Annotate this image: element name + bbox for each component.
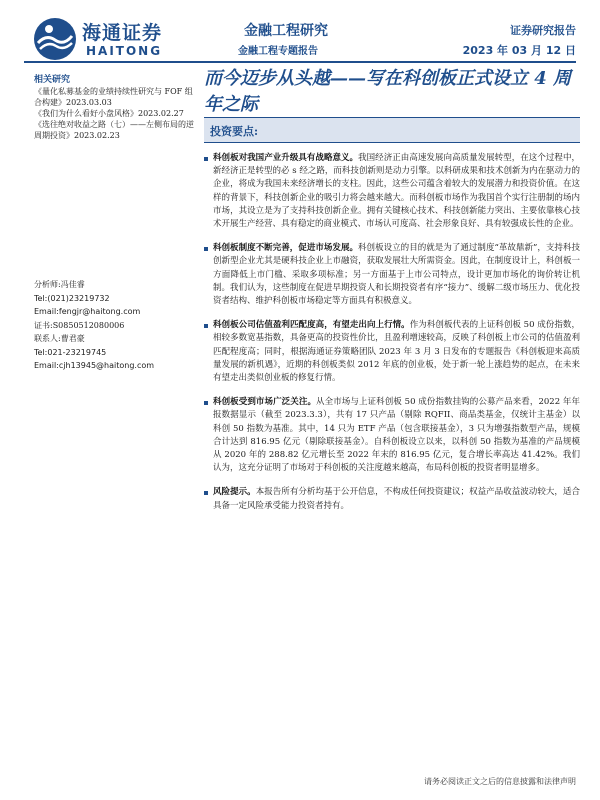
paragraph-body: 从全市场与上证科创板 50 成份指数挂钩的公募产品来看，2022 年年报数据显示（截至 2023.3.3），共有 17 只产品（剔除 RQFII、商品类基金，仅统计主基金）以科创 50 指数为基准。其中，14 只为 ETF 产品（包含联接基金），3 只为增强指数型产品，规模合计达到 816.95 亿元（剔除联接基金）。自科创板设立以来，以科创 50 指数为基准的产品规模从 2020 年的 288.82 亿元增长至 2022 年末的 816.95 亿元，复合增长率高达 41.42%。我们认为，这充分证明了市场对于科创板的关注度越来越高，布局科创板的投资者明显增多。 — [213, 397, 580, 474]
report-type: 证券研究报告 — [510, 24, 576, 37]
key-points-body — [204, 152, 580, 524]
paragraph-body: 科创板设立的目的就是为了通过制度“革故鼎新”，支持科技创新型企业尤其是硬科技企业上市融资，获取发展壮大所需资金。因此，在制度设计上，科创板一方面降低上市门槛、采取多项标准；另一方面基于上市公司特点，设计更加市场化的询价转让机制。我们认为，这些制度在促进早期投资人和长期投资者有序“接力”、缓解二级市场压力、优化投资者结构、维护科创板市场稳定等方面具有积极意义。 — [213, 243, 580, 307]
bullet-square-icon — [204, 324, 208, 328]
haitong-wave-logo-icon — [32, 16, 78, 62]
key-point-paragraph — [204, 242, 580, 308]
analyst-name: 分析师:冯佳睿 — [34, 280, 85, 289]
report-subcategory: 金融工程专题报告 — [238, 46, 318, 57]
paragraph-body: 作为科创板代表的上证科创板 50 成份指数，相较多数宽基指数，具备更高的投资性价比，且盈利增速较高，反映了科创板上市公司的估值盈利匹配程度高；同时，根据海通证券策略团队 2023 年 3 月 3 日发布的专题报告《科创板迎来高质量发展的新机遇》，近期的科创板类似 2012 年底的创业板，处于新一轮上涨趋势的起点，在未来有望走出类似创业板的修复行情。 — [213, 320, 580, 384]
report-title: 而今迈步从头越——写在科创板正式设立 4 周年之际 — [204, 68, 572, 115]
logo-en-text: HAITONG — [86, 44, 163, 58]
contact-email[interactable]: Email:cjh13945@haitong.com — [34, 361, 155, 370]
analyst-tel: Tel:(021)23219732 — [34, 293, 110, 303]
paragraph-lead: 科创板受到市场广泛关注。 — [213, 397, 317, 408]
bullet-square-icon — [204, 247, 208, 251]
key-points-band — [204, 117, 580, 143]
analyst-info — [34, 278, 199, 373]
paragraph-body: 本报告所有分析均基于公开信息，不构成任何投资建议；权益产品收益波动较大，适合具备一定风险承受能力投资者持有。 — [213, 487, 580, 511]
related-research-heading: 相关研究 — [34, 75, 71, 85]
related-research-list — [34, 86, 199, 141]
paragraph-body: 我国经济正由高速发展向高质量发展转型，在这个过程中，新经济正是转型的必 s 经之路，而科技创新则是动力引擎。以科研成果和技术创新为内在驱动力的企业，将成为我国未来经济增长的支柱。因此，这些公司蕴含着较大的发展潜力和投资价值。在这样的背景下，科技创新企业的吸引力将会越来越大。而科创板市场作为我国首个实行注册制的场内市场，其设立是为了支持科技创新企业。拥有关键核心技术、科技创新能力突出、主要依靠核心技术开展生产经营、具有稳定的商业模式、市场认可度高、社会形象良好、具有较强成长性的企业。 — [213, 153, 580, 230]
key-point-paragraph — [204, 396, 580, 475]
key-points-heading: 投资要点: — [210, 125, 259, 138]
logo-cn-text: 海通证券 — [82, 22, 163, 44]
paragraph-lead: 科创板对我国产业升级具有战略意义。 — [213, 153, 359, 163]
related-item[interactable]: 《选往绝对收益之路（七）——左侧布局的逆周期投资》2023.02.23 — [34, 120, 194, 140]
analyst-certificate: 证书:S0850512080006 — [34, 320, 125, 330]
bullet-square-icon — [204, 491, 208, 495]
key-point-paragraph — [204, 152, 580, 231]
key-point-paragraph — [204, 319, 580, 385]
report-category: 金融工程研究 — [244, 23, 328, 39]
paragraph-lead: 科创板制度不断完善，促进市场发展。 — [213, 243, 359, 254]
contact-name: 联系人:曹君豪 — [34, 334, 85, 343]
contact-tel: Tel:021-23219745 — [34, 347, 107, 357]
key-point-paragraph — [204, 486, 580, 512]
paragraph-lead: 风险提示。 — [213, 487, 256, 498]
bullet-square-icon — [204, 401, 208, 405]
related-item[interactable]: 《我们为什么看好小盘风格》2023.02.27 — [34, 109, 184, 118]
disclaimer-footer: 请务必阅读正文之后的信息披露和法律声明 — [424, 777, 576, 786]
analyst-email[interactable]: Email:fengjr@haitong.com — [34, 307, 141, 316]
related-item[interactable]: 《量化私募基金的业绩持续性研究与 FOF 组合构建》2023.03.03 — [34, 87, 193, 107]
paragraph-lead: 科创板公司估值盈利匹配度高，有望走出向上行情。 — [213, 320, 410, 331]
report-date: 2023 年 03 月 12 日 — [462, 44, 576, 57]
company-logo — [32, 14, 162, 64]
bullet-square-icon — [204, 157, 208, 161]
header-divider — [24, 61, 576, 63]
